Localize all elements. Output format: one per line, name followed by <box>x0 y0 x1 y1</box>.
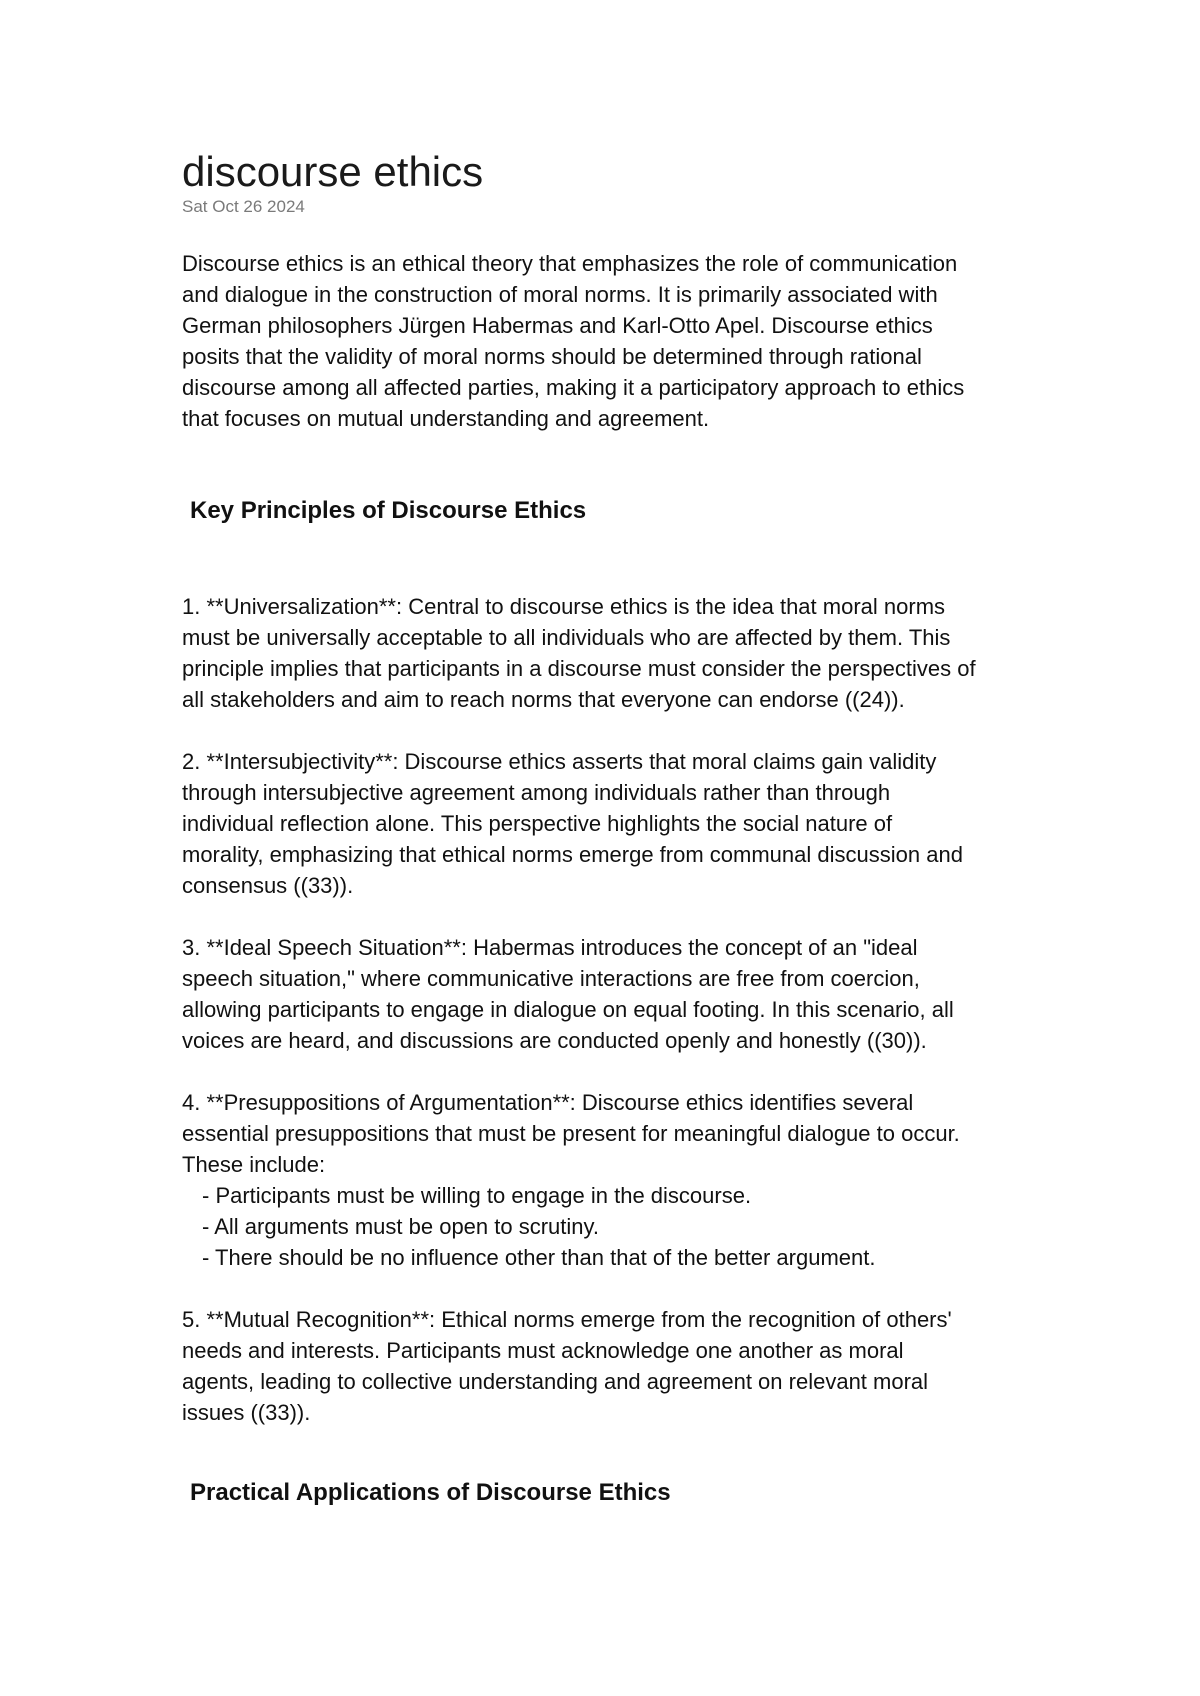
principle-ideal-speech: 3. **Ideal Speech Situation**: Habermas introduces the concept of an "ideal speech situation," where communicative interactions are free from coercion, allowing participants to engage in dialogue on equal footing. In this scenario, all voices are heard, and discussions are conducted openly and honestly ((30)). <box>182 935 954 1053</box>
principle-mutual-recognition: 5. **Mutual Recognition**: Ethical norms emerge from the recognition of others' needs and interests. Participants must acknowledge one another as moral agents, leading to collective understanding and agreement on relevant moral issues ((33)). <box>182 1307 952 1425</box>
document-title: discourse ethics <box>182 148 484 195</box>
section-heading-practical-applications: Practical Applications of Discourse Ethics <box>190 1479 671 1506</box>
document-page <box>182 148 1042 1508</box>
principle-presuppositions-text: 4. **Presuppositions of Argumentation**: Discourse ethics identifies several essential presuppositions that must be present for meaningful dialogue to occur. These include: <box>182 1090 960 1177</box>
principle-presuppositions <box>182 1087 1042 1273</box>
document-date: Sat Oct 26 2024 <box>182 197 305 216</box>
section-heading-key-principles: Key Principles of Discourse Ethics <box>190 497 587 524</box>
list-item: - All arguments must be open to scrutiny. <box>202 1214 599 1239</box>
principles-list <box>182 591 1042 1428</box>
principle-universalization: 1. **Universalization**: Central to discourse ethics is the idea that moral norms must be universally acceptable to all individuals who are affected by them. This principle implies that participants in a discourse must consider the perspectives of all stakeholders and aim to reach norms that everyone can endorse ((24)). <box>182 594 976 712</box>
intro-paragraph: Discourse ethics is an ethical theory that emphasizes the role of communication and dialogue in the construction of moral norms. It is primarily associated with German philosophers Jürgen Habermas and Karl-Otto Apel. Discourse ethics posits that the validity of moral norms should be determined through rational discourse among all affected parties, making it a participatory approach to ethics that focuses on mutual understanding and agreement. <box>182 251 965 431</box>
list-item: - Participants must be willing to engage in the discourse. <box>202 1183 752 1208</box>
presuppositions-sublist <box>182 1180 1042 1273</box>
list-item: - There should be no influence other than that of the better argument. <box>202 1245 876 1270</box>
principle-intersubjectivity: 2. **Intersubjectivity**: Discourse ethics asserts that moral claims gain validity through intersubjective agreement among individuals rather than through individual reflection alone. This perspective highlights the social nature of morality, emphasizing that ethical norms emerge from communal discussion and consensus ((33)). <box>182 749 963 898</box>
